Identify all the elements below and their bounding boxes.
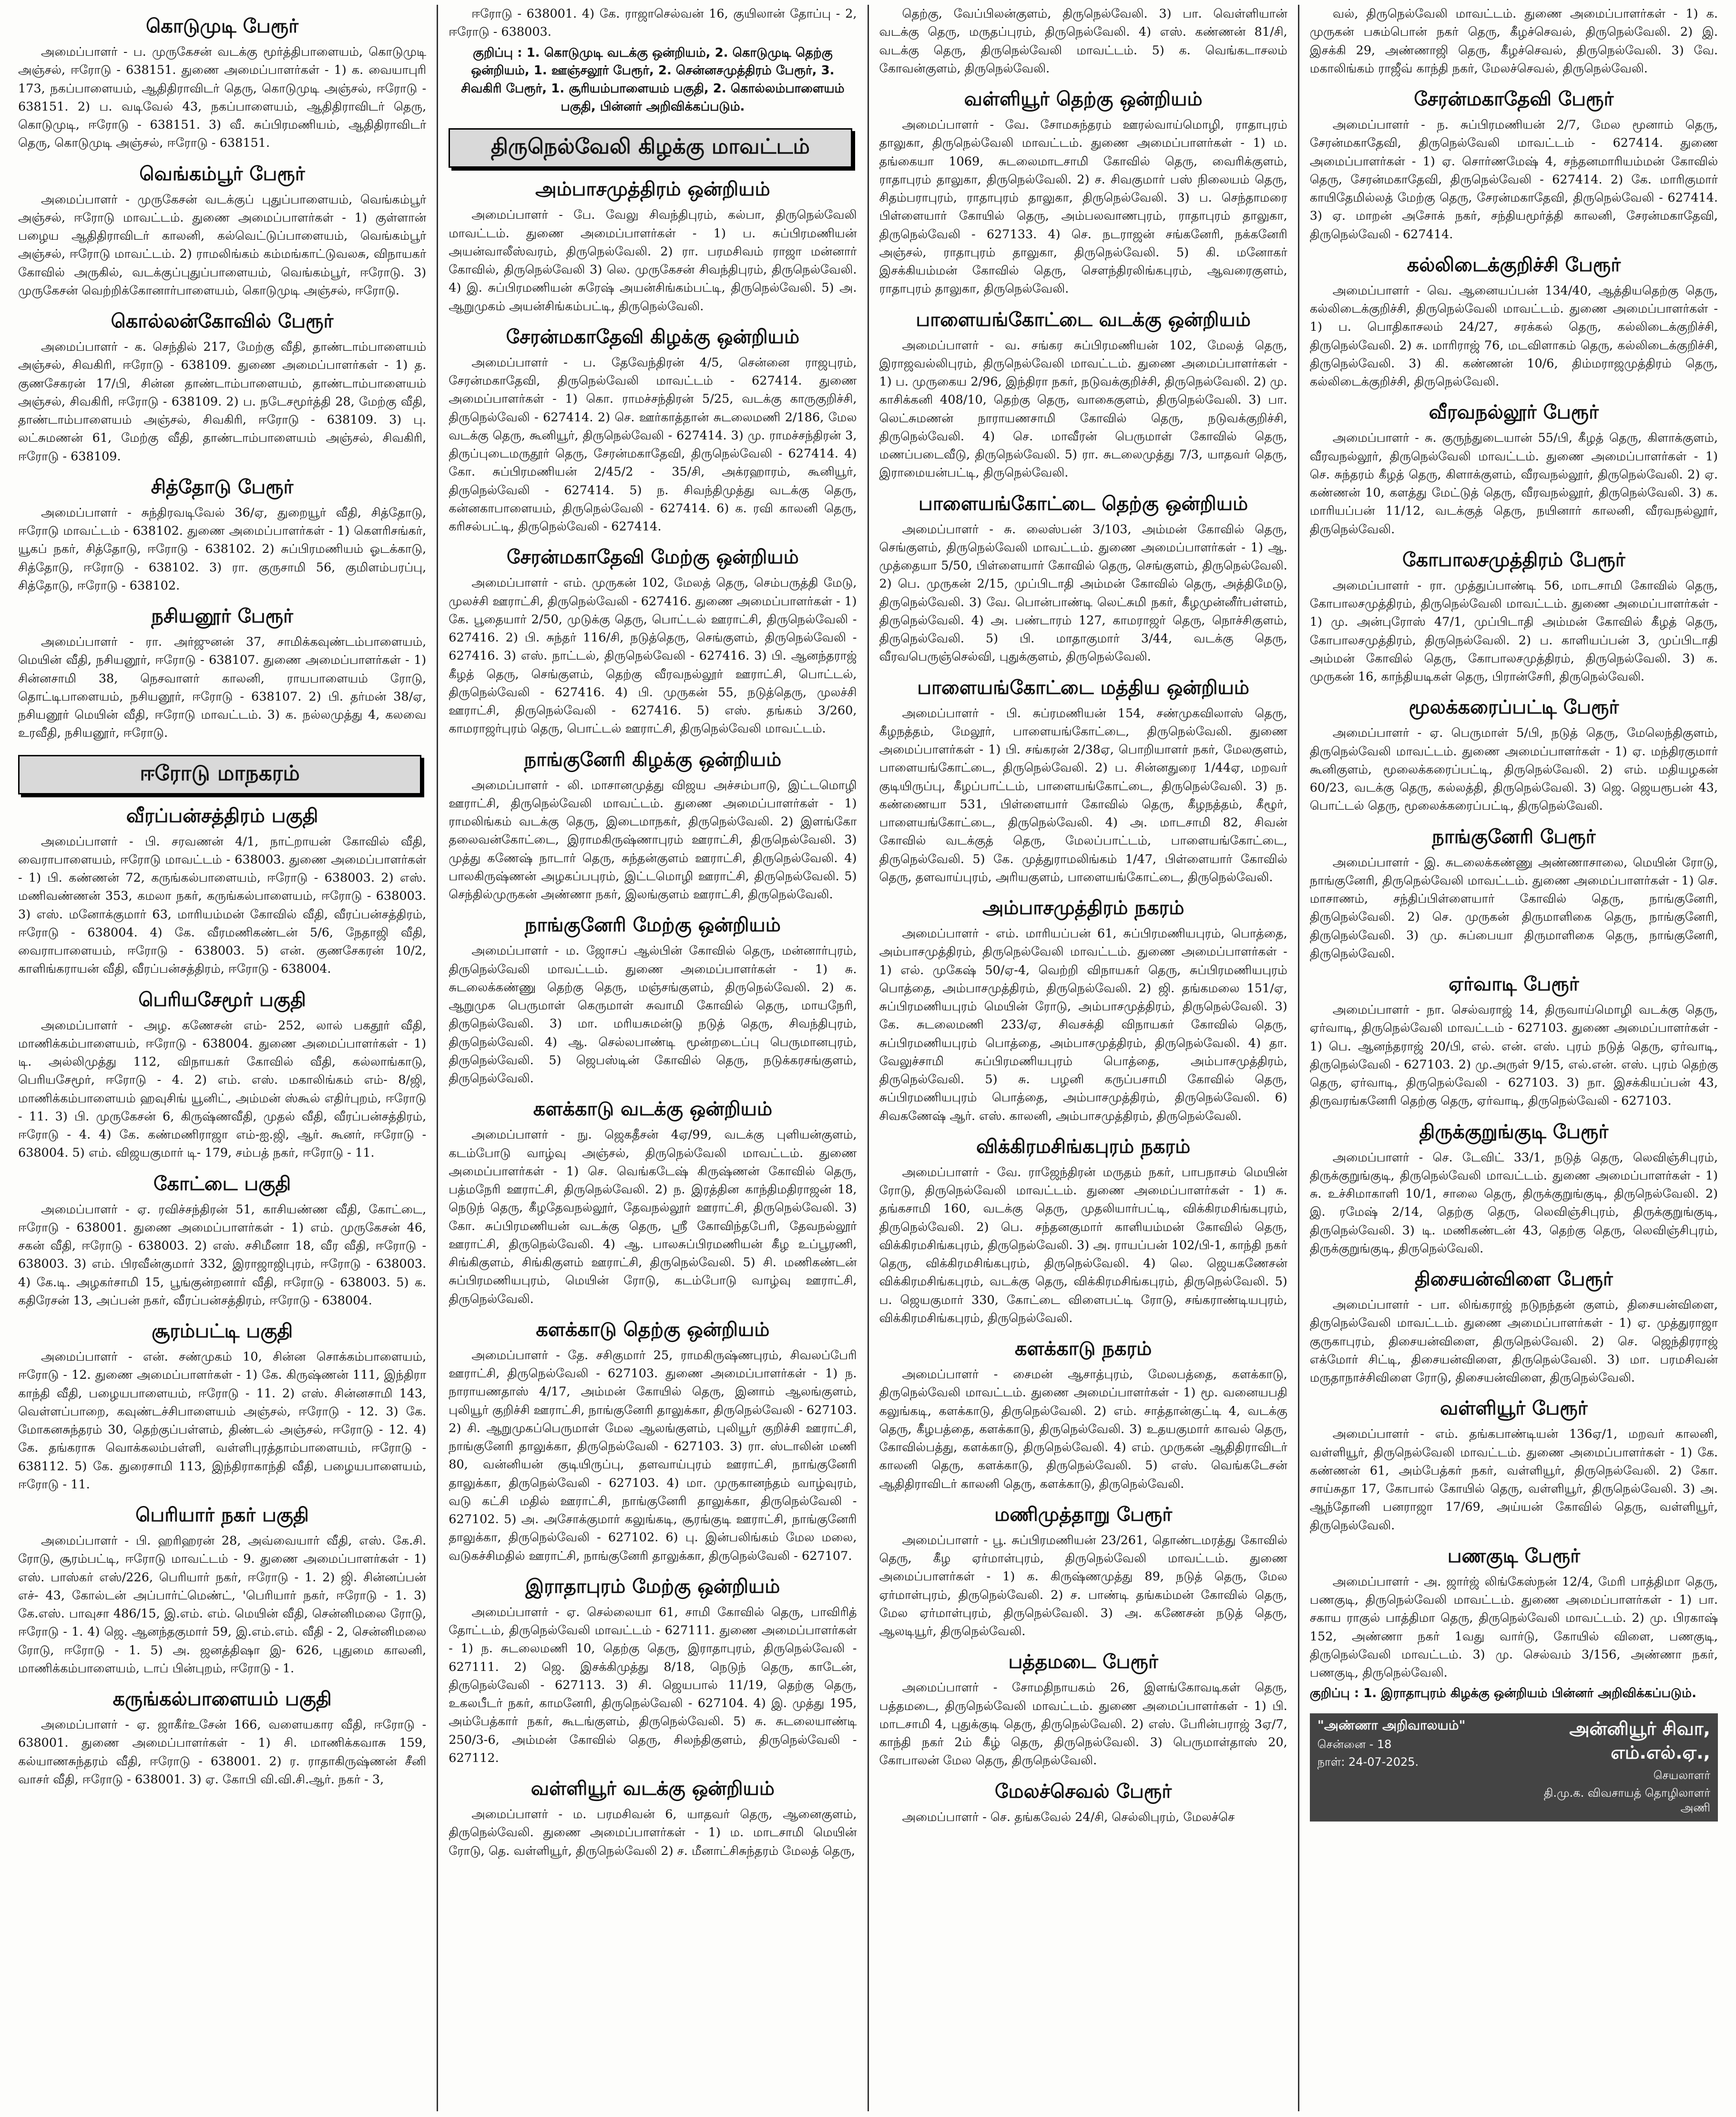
office-city: சென்னை - 18 — [1317, 1737, 1392, 1751]
appointment-text: அமைப்பாளர் - வெ. ஆனையப்பன் 134/40, ஆத்தியதெற்கு தெரு, கல்லிடைக்குறிச்சி, திருநெல்வேலி மாவட்டம். துணை அமைப்பாளர்கள் - 1) ப. பொதிகாசலம் 24/27, சரக்கல் தெரு, கல்லிடைக்குறிச்சி, திருநெல்வேலி. 2) சு. மாரிராஜ் 76, மடவிளாகம் தெரு, கல்லிடைக்குறிச்சி, திருநெல்வேலி. 3) கி. கண்ணன் 10/6, திம்மராஜமுத்திரம் தெரு, கல்லிடைக்குறிச்சி, திருநெல்வேலி. — [1309, 283, 1718, 389]
section-heading: இராதாபுரம் மேற்கு ஒன்றியம் — [525, 1575, 780, 1598]
appointment-text: அமைப்பாளர் - எம். தங்கபாண்டியன் 136ஏ/1, மறவர் காலனி, வள்ளியூர், திருநெல்வேலி மாவட்டம். துணை அமைப்பாளர்கள் - 1) கே. கண்ணன் 61, அம்பேத்கர் நகர், வள்ளியூர், திருநெல்வேலி. 2) கோ. சாய்சுதா 17, கோபால் கோயில் தெரு, வள்ளியூர், திருநெல்வேலி. 3) அ. ஆந்தோனி பனராஜா 17/69, அய்யன் கோவில் தெரு, வள்ளியூர், திருநெல்வேலி. — [1309, 1427, 1718, 1533]
section-heading: வள்ளியூர் பேரூர் — [1440, 1397, 1588, 1420]
section-heading: ஏர்வாடி பேரூர் — [1449, 973, 1579, 995]
section-heading: திசையன்விளை பேரூர் — [1414, 1268, 1613, 1290]
appointment-text: அமைப்பாளர் - எம். முருகன் 102, மேலத் தெரு, செம்பருத்தி மேடு, முலச்சி ஊராட்சி, திருநெல்வேலி - 627416. துணை அமைப்பாளர்கள் - 1) கே. பூதையார் 2/50, முடுக்கு தெரு, பொட்டல் ஊராட்சி, திருநெல்வேலி - 627416. 2) பி. சுந்தர் 116/சி, நடுத்தெரு, செங்குளம், திருநெல்வேலி - 627416. 3) எஸ். நாட்டல், திருநெல்வேலி - 627416. 3) பி. ஆனந்தராஜ் கீழத் தெரு, செங்குளம், தெற்கு வீரவநல்லூர் ஊராட்சி, பொட்டல், திருநெல்வேலி - 627416. 4) பி. முருகன் 55, நடுத்தெரு, முலச்சி ஊராட்சி, திருநெல்வேலி - 627416. 5) எஸ். தங்கம் 3/260, காமராஜர்புரம் தெரு, பொட்டல் ஊராட்சி, திருநெல்வேலி மாவட்டம். — [449, 576, 857, 736]
section-heading: நசியனூர் பேரூர் — [151, 605, 294, 627]
appointment-text: அமைப்பாளர் - என். சண்முகம் 10, சின்ன சொக்கம்பாளையம், ஈரோடு - 12. துணை அமைப்பாளர்கள் - 1) கே. கிருஷ்ணன் 111, இந்திரா காந்தி வீதி, பழையபாளையம், ஈரோடு - 11. 2) எஸ். சின்னசாமி 143, வெள்ளப்பாறை, கவுண்டச்சிபாளையம் அஞ்சல், ஈரோடு - 12. 3) கே. மோகனசுந்தரம் 30, தெற்குப்பள்ளம், திண்டல் அஞ்சல், ஈரோடு - 12. 4) கே. தங்கராசு வொக்கலம்பள்ளி, வள்ளிபுரத்தாம்பாளையம், ஈரோடு - 638112. 5) கே. துரைசாமி 113, இந்திராகாந்தி வீதி, பழையபாளையம், ஈரோடு - 11. — [18, 1350, 427, 1492]
appointment-text: அமைப்பாளர் - பே. வேலு சிவந்திபுரம், கல்பா, திருநெல்வேலி மாவட்டம். துணை அமைப்பாளர்கள் - 1) ப. சுப்பிரமணியன் அயன்வாலீஸ்வரம், திருநெல்வேலி. 2) ரா. பரமசிவம் ராஜா மன்னார் கோவில், திருநெல்வேலி 3) லெ. முருகேசன் சிவந்திபுரம், திருநெல்வேலி. 4) இ. சுப்பிரமணியன் சுரேஷ் அயன்சிங்கம்பட்டி, திருநெல்வேலி. 5) அ. ஆறுமுகம் அயன்சிங்கம்பட்டி, திருநெல்வேலி. — [449, 208, 857, 314]
section-heading: வள்ளியூர் தெற்கு ஒன்றியம் — [964, 88, 1203, 110]
section-heading: விக்கிரமசிங்கபுரம் நகரம் — [976, 1135, 1191, 1158]
signatory-name: அன்னியூர் சிவா, எம்.எல்.ஏ., — [1569, 1718, 1710, 1763]
section-heading: நாங்குனேரி பேரூர் — [1432, 825, 1596, 848]
section-heading: அம்பாசமுத்திரம் ஒன்றியம் — [535, 178, 770, 201]
section-heading: கல்லிடைக்குறிச்சி பேரூர் — [1407, 254, 1621, 276]
section-heading: மேலச்செவல் பேரூர் — [995, 1780, 1172, 1802]
appointment-text: அமைப்பாளர் - ஏ. பெருமாள் 5/பி, நடுத் தெரு, மேலெந்திகுளம், திருநெல்வேலி மாவட்டம். துணை அமைப்பாளர்கள் - 1) ஏ. மந்திரகுமார் கூனிகுளம், மூலைக்கரைப்பட்டி, திருநெல்வேலி. 2) எம். மதியழகன் 60/23, வடக்கு தெரு, கல்லத்தி, திருநெல்வேலி. 3) ஜெ. ஜெயரூபன் 43, பொட்டல் தெரு, மூலைக்கரைப்பட்டி, திருநெல்வேலி. — [1309, 726, 1718, 814]
section-heading: சேரன்மகாதேவி கிழக்கு ஒன்றியம் — [506, 326, 800, 348]
appointment-text: அமைப்பாளர் - ஏ. ரவிச்சந்திரன் 51, காசியண்ண வீதி, கோட்டை, ஈரோடு - 638001. துணை அமைப்பாளர்கள் - 1) எம். முருகேசன் 46, சகன் வீதி, ஈரோடு - 638003. 2) எஸ். சசிமீனா 18, வீர வீதி, ஈரோடு - 638003. 3) எம். பிரவீன்குமார் 332, இராஜாஜிபுரம், ஈரோடு - 638003. 4) கே.டி. அழகர்சாமி 15, பூங்குன்றனார் வீதி, ஈரோடு - 638003. 5) க. கதிரேசன் 13, அப்பன் நகர், வீரப்பன்சத்திரம், ஈரோடு - 638004. — [18, 1202, 427, 1308]
section-heading: சேரன்மகாதேவி பேரூர் — [1414, 88, 1614, 110]
appointment-text: அமைப்பாளர் - வே. ராஜேந்திரன் மருதம் நகர், பாபநாசம் மெயின் ரோடு, திருநெல்வேலி மாவட்டம். துணை அமைப்பாளர்கள் - 1) சு. தங்கசாமி 160, வடக்கு தெரு, முதலியார்பட்டி, விக்கிரமசிங்கபுரம், திருநெல்வேலி. 2) பெ. சந்தனகுமார் காளியம்மன் கோவில் தெரு, விக்கிரமசிங்கபுரம், திருநெல்வேலி. 3) அ. ராயப்பன் 102/பி-1, காந்தி நகர் தெரு, விக்கிரமசிங்கபுரம், திருநெல்வேலி. 4) லெ. ஜெயகணேசன் விக்கிரமசிங்கபுரம், வடக்கு தெரு, விக்கிரமசிங்கபுரம், திருநெல்வேலி. 5) ப. ஜெயகுமார் 330, கோட்டை விளைபட்டி ரோடு, சங்கராண்டியபுரம், விக்கிரமசிங்கபுரம், திருநெல்வேலி. — [879, 1165, 1287, 1325]
note-text: குறிப்பு : 1. கொடுமுடி வடக்கு ஒன்றியம், 2. கொடுமுடி தெற்கு ஒன்றியம், 1. ஊஞ்சலூர் பேரூர், 2. சென்னசமுத்திரம் பேரூர், 3. சிவகிரி பேரூர், 1. சூரியம்பாளையம் பகுதி, 2. கொல்லம்பாளையம் பகுதி, பின்னர் அறிவிக்கப்படும். — [461, 45, 845, 114]
appointment-text: அமைப்பாளர் - ப. முருகேசன் வடக்கு மூர்த்திபாளையம், கொடுமுடி அஞ்சல், ஈரோடு - 638151. துணை அமைப்பாளர்கள் - 1) க. வையாபுரி 173, நகப்பாளையம், ஆதிதிராவிடர் தெரு, கொடுமுடி அஞ்சல், ஈரோடு - 638151. 2) ப. வடிவேல் 43, நகப்பாளையம், ஆதிதிராவிடர் தெரு, கொடுமுடி, ஈரோடு - 638151. 3) வீ. சுப்பிரமணியம், ஆதிதிராவிடர் தெரு, கொடுமுடி அஞ்சல், ஈரோடு - 638151. — [18, 45, 427, 151]
appointment-text: அமைப்பாளர் - ந. சுப்பிரமணியன் 2/7, மேல மூனாம் தெரு, சேரன்மகாதேவி, திருநெல்வேலி மாவட்டம் - 627414. துணை அமைப்பாளர்கள் - 1) ஏ. சொர்ணமேஷ் 4, சந்தனமாரியம்மன் கோவில் தெரு, சேரன்மகாதேவி, திருநெல்வேலி - 627414. 2) கே. மாரிகுமார் காயிதேமில்லத் மேற்கு தெரு, சேரன்மகாதேவி, திருநெல்வேலி - 627414. 3) ஏ. மாறன் அசோக் நகர், சந்தியமூர்த்தி காலனி, சேரன்மகாதேவி, திருநெல்வேலி - 627414. — [1309, 118, 1718, 242]
appointment-text: அமைப்பாளர் - நு. ஜெகதீசன் 4ஏ/99, வடக்கு புளியன்குளம், கடம்போடு வாழ்வு அஞ்சல், திருநெல்வேலி மாவட்டம். துணை அமைப்பாளர்கள் - 1) செ. வெங்கடேஷ் கிருஷ்ணன் கோவில் தெரு, பத்மநேரி ஊராட்சி, திருநெல்வேலி. 2) ந. இரத்தின காந்திமதிராஜன் 18, நெடுந் தெரு, கீழதேவநல்லூர், தேவநல்லூர் ஊராட்சி, திருநெல்வேலி. 3) கோ. சுப்பிரமணியன் வடக்கு தெரு, ஸ்ரீ கோவிந்தபேரி, தேவநல்லூர் ஊராட்சி, திருநெல்வேலி. 4) ஆ. பாலசுப்பிரமணியன் கீழ உப்பூரணி, சிங்கிகுளம், சிங்கிகுளம் ஊராட்சி, திருநெல்வேலி. 5) சி. மணிகண்டன் சுப்பிரமணியபுரம், மெயின் ரோடு, கடம்போடு வாழ்வு ஊராட்சி, திருநெல்வேலி. — [449, 1128, 857, 1306]
appointment-text: அமைப்பாளர் - சுந்திரவடிவேல் 36/ஏ, துறையூர் வீதி, சித்தோடு, ஈரோடு மாவட்டம் - 638102. துணை அமைப்பாளர்கள் - 1) கௌரிசங்கர், யூகப் நகர், சித்தோடு, ஈரோடு - 638102. 2) சுப்பிரமணியம் ஓடக்காடு, சித்தோடு, ஈரோடு - 638102. 3) ரா. குருசாமி 56, குமிளம்பரப்பு, சித்தோடு, ஈரோடு - 638102. — [18, 505, 427, 593]
section-heading: களக்காடு நகரம் — [1014, 1338, 1152, 1360]
district-banner: திருநெல்வேலி கிழக்கு மாவட்டம் — [449, 128, 852, 168]
appointment-text: அமைப்பாளர் - பி. சரவணன் 4/1, நாட்றாயன் கோவில் வீதி, வைராபாளையம், ஈரோடு மாவட்டம் - 638003. துணை அமைப்பாளர்கள் - 1) பி. கண்ணன் 72, கருங்கல்பாளையம், ஈரோடு - 638003. 2) எஸ். மணிவண்ணன் 353, கமலா நகர், கருங்கல்பாளையம், ஈரோடு - 638003. 3) எஸ். மனோக்குமார் 63, மாரியம்மன் கோவில் வீதி, வீரப்பன்சத்திரம், ஈரோடு - 638004. 4) கே. வீரமணிகண்டன் 5/6, நேதாஜி வீதி, வைராபாளையம், ஈரோடு - 638003. 5) என். குணசேகரன் 10/2, காளிங்கராயன் வீதி, வீரப்பன்சத்திரம், ஈரோடு - 638004. — [18, 834, 427, 977]
section-heading: சேரன்மகாதேவி மேற்கு ஒன்றியம் — [506, 546, 799, 569]
column-2 — [438, 5, 868, 2111]
appointment-text: அமைப்பாளர் - ஏ. செல்லையா 61, சாமி கோவில் தெரு, பாவிரித் தோட்டம், திருநெல்வேலி மாவட்டம் - 627111. துணை அமைப்பாளர்கள் - 1) ந. சுடலைமணி 10, தெற்கு தெரு, இராதாபுரம், திருநெல்வேலி - 627111. 2) ஜெ. இசக்கிமுத்து 8/18, நெடுந் தெரு, காடேன், திருநெல்வேலி - 627113. 3) சி. ஜெயபால் 11/19, தெற்கு தெரு, உகலபீடர் நகர், காமனேரி, திருநெல்வேலி - 627104. 4) இ. முத்து 195, அம்பேத்கார் நகர், கூடங்குளம், திருநெல்வேலி. 5) சு. சுடலையாண்டி 250/3-6, அம்மன் கோவில் தெரு, சிலந்திகுளம், திருநெல்வேலி - 627112. — [449, 1605, 857, 1765]
signature-box — [1310, 1713, 1718, 1822]
appointment-text: அமைப்பாளர் - ரா. அர்ஜுனன் 37, சாமிக்கவுண்டம்பாளையம், மெயின் வீதி, நசியனூர், ஈரோடு - 638107. துணை அமைப்பாளர்கள் - 1) சின்னசாமி 38, நெசவாளர் காலனி, ராயபாளையம் ரோடு, தொட்டிபாளையம், நசியனூர், ஈரோடு - 638107. 2) பி. தர்மன் 38/ஏ, நசியனூர் மெயின் வீதி, ஈரோடு மாவட்டம். 3) க. நல்லமுத்து 4, கலவை உரவீதி, நசியனூர், ஈரோடு. — [18, 635, 427, 741]
appointment-text: அமைப்பாளர் - பா. லிங்கராஜ் நடுநந்தன் குளம், திசையன்விளை, திருநெல்வேலி மாவட்டம். துணை அமைப்பாளர்கள் - 1) ஏ. முத்துராஜா குருகாபுரம், திசையன்விளை, திருநெல்வேலி. 2) செ. ஜெந்திரராஜ் எக்மோர் சிட்டி, திசையன்விளை, திருநெல்வேலி. 3) மா. பரமசிவன் மருதாநாச்சிவிளை ரோடு, திசையன்விளை, திருநெல்வேலி. — [1309, 1298, 1718, 1385]
section-heading: வள்ளியூர் வடக்கு ஒன்றியம் — [531, 1778, 775, 1800]
appointment-text: அமைப்பாளர் - பி. ஹரிஹரன் 28, அவ்வையார் வீதி, எஸ். கே.சி. ரோடு, சூரம்பட்டி, ஈரோடு மாவட்டம் - 9. துணை அமைப்பாளர்கள் - 1) எஸ். பாஸ்கர் எஸ்/226, பெரியார் நகர், ஈரோடு - 1. 2) ஜி. சின்னப்பன் எச்- 43, கோல்டன் அப்பார்ட்மெண்ட், 'பெரியார் நகர், ஈரோடு - 1. 3) கே.எஸ். பாவுசா 486/15, இ.எம். எம். மெயின் வீதி, சென்னிமலை ரோடு, ஈரோடு - 1. 4) ஜெ. ஆனந்தகுமார் 59, இ.எம்.எம். வீதி - 2, சென்னிமலை ரோடு, ஈரோடு - 1. 5) அ. ஜனத்திஷா இ- 626, புதுமை காலனி, மாணிக்கம்பாளையம், டாப் பின்புறம், ஈரோடு - 1. — [18, 1534, 427, 1676]
section-heading: கொடுமுடி பேரூர் — [146, 15, 299, 37]
section-heading: மூலக்கரைப்பட்டி பேரூர் — [1409, 696, 1619, 719]
appointment-text: தெற்கு, வேப்பிலன்குளம், திருநெல்வேலி. 3) பா. வெள்ளியான் வடக்கு தெரு, மருதப்புரம், திருநெல்வேலி. 4) எஸ். கண்ணன் 81/சி, வடக்கு தெரு, திருநெல்வேலி மாவட்டம். 5) க. வெங்கடாசலம் கோவன்குளம், திருநெல்வேலி. — [879, 7, 1287, 76]
section-heading: பெரியார் நகர் பகுதி — [135, 1504, 309, 1526]
appointment-text: அமைப்பாளர் - முருகேசன் வடக்குப் புதுப்பாளையம், வெங்கம்பூர் அஞ்சல், ஈரோடு மாவட்டம். துணை அமைப்பாளர்கள் - 1) குள்ளான் பழைய ஆதிதிராவிடர் காலனி, கல்வெட்டுப்பாளையம், வெங்கம்பூர் அஞ்சல், ஈரோடு மாவட்டம். 2) ராமலிங்கம் கம்மங்காட்டுவலசு, விநாயகர் கோவில் அருகில், வடக்குப்புதுப்பாளையம், வெங்கம்பூர், ஈரோடு. 3) முருகேசன் வெற்றிக்கோனார்பாளையம், கொடுமுடி அஞ்சல், ஈரோடு. — [18, 192, 427, 298]
section-heading: பாளையங்கோட்டை தெற்கு ஒன்றியம் — [919, 492, 1248, 515]
appointment-text: ஈரோடு - 638001. 4) கே. ராஜாசெல்வன் 16, குயிலான் தோப்பு - 2, ஈரோடு - 638003. — [449, 7, 857, 40]
appointment-text: வல், திருநெல்வேலி மாவட்டம். துணை அமைப்பாளர்கள் - 1) க. முருகன் பசும்பொன் நகர் தெரு, கீழச்செவல், திருநெல்வேலி. 2) இ. இசக்கி 29, அண்ணாஜி தெரு, கீழச்செவல், திருநெல்வேலி. 3) வே. மகாலிங்கம் ராஜீவ் காந்தி நகர், மேலச்செவல், திருநெல்வேலி. — [1309, 7, 1718, 76]
column-4 — [1299, 5, 1728, 2111]
section-heading: களக்காடு தெற்கு ஒன்றியம் — [536, 1318, 770, 1341]
appointment-text: அமைப்பாளர் - ம. பரமசிவன் 6, யாதவர் தெரு, ஆனைகுளம், திருநெல்வேலி. துணை அமைப்பாளர்கள் - 1) ம. மாடசாமி மெயின் ரோடு, தெ. வள்ளியூர், திருநெல்வேலி 2) ச. மீனாட்சிசுந்தரம் மேலத் தெரு, — [449, 1807, 857, 1858]
appointment-text: அமைப்பாளர் - சு. குருந்துடையான் 55/பி, கீழத் தெரு, கிளாக்குளம், வீரவநல்லூர், திருநெல்வேலி மாவட்டம். துணை அமைப்பாளர்கள் - 1) செ. சுந்தரம் கீழத் தெரு, கிளாக்குளம், வீரவநல்லூர், திருநெல்வேலி. 2) ஏ. கண்ணன் 10, களத்து மேட்டுத் தெரு, வீரவநல்லூர், திருநெல்வேலி. 3) க. மாரியப்பன் 11/12, வடக்குத் தெரு, நயினார் காலனி, வீரவநல்லூர், திருநெல்வேலி. — [1309, 431, 1718, 537]
section-heading: பெரியசேமூர் பகுதி — [138, 988, 306, 1011]
appointment-text: அமைப்பாளர் - பூ. சுப்பிரமணியன் 23/261, தொண்டமரத்து கோவில் தெரு, கீழ ஏர்மாள்புரம், திருநெல்வேலி மாவட்டம். துணை அமைப்பாளர்கள் - 1) க. கிருஷ்ணமுத்து 89, நடுத் தெரு, மேல ஏர்மாள்புரம், திருநெல்வேலி. 2) ச. பாண்டி தங்கம்மன் கோவில் தெரு, மேல ஏர்மாள்புரம், திருநெல்வேலி. 3) அ. கணேசன் நடுத் தெரு, ஆலடியூர், திருநெல்வேலி. — [879, 1533, 1287, 1639]
signature-right — [1514, 1718, 1710, 1816]
appointment-text: அமைப்பாளர் - ப. தேவேந்திரன் 4/5, சென்னை ராஜபுரம், சேரன்மகாதேவி, திருநெல்வேலி மாவட்டம் - 627414. துணை அமைப்பாளர்கள் - 1) கொ. ராமச்சந்திரன் 5/25, வடக்கு காருகுறிச்சி, திருநெல்வேலி - 627414. 2) செ. ஊர்காத்தான் சுடலைமணி 2/186, மேல வடக்கு தெரு, கூனியூர், திருநெல்வேலி - 627414. 3) மு. ராமச்சந்திரன் 3, திருப்புடைமருதூர் தெரு, சேரன்மகாதேவி, திருநெல்வேலி - 627414. 4) கோ. சுப்பிரமணியன் 2/45/2 - 35/சி, அக்ரஹாரம், கூனியூர், திருநெல்வேலி - 627414. 5) ந. சிவந்திமுத்து வடக்கு தெரு, கன்னகாபாளையம், திருநெல்வேலி - 627414. 6) க. ரவி காலனி தெரு, கரிசல்பட்டி, திருநெல்வேலி - 627414. — [449, 355, 857, 534]
signatory-title: செயலாளர் — [1653, 1768, 1710, 1782]
section-heading: திருக்குறுங்குடி பேரூர் — [1419, 1120, 1609, 1143]
appointment-text: அமைப்பாளர் - ஏ. ஜாகீர்உசேன் 166, வளையகார வீதி, ஈரோடு - 638001. துணை அமைப்பாளர்கள் - 1) சி. மாணிக்கவாசு 159, கல்யாணசுந்தரம் வீதி, ஈரோடு - 638001. 2) ர. ராதாகிருஷ்ணன் சீனி வாசர் வீதி, ஈரோடு - 638001. 3) ஏ. கோபி வி.வி.சி.ஆர். நகர் - 3, — [18, 1718, 427, 1787]
section-heading: மணிமுத்தாறு பேரூர் — [994, 1503, 1173, 1526]
appointment-text: அமைப்பாளர் - சோமதிநாயகம் 26, இளங்கோவடிகள் தெரு, பத்தமடை, திருநெல்வேலி மாவட்டம். துணை அமைப்பாளர்கள் - 1) பி. மாடசாமி 4, புதுக்குடி தெரு, திருநெல்வேலி. 2) எஸ். பேரின்பராஜ் 3ஏ/7, காந்தி நகர் 2ம் கீழ் தெரு, திருநெல்வேலி. 3) பெருமாள்தாஸ் 20, கோபாலன் மேல தெரு, திருநெல்வேலி. — [879, 1680, 1287, 1768]
appointment-text: அமைப்பாளர் - க. செந்தில் 217, மேற்கு வீதி, தாண்டாம்பாளையம் அஞ்சல், சிவகிரி, ஈரோடு - 638109. துணை அமைப்பாளர்கள் - 1) த. குணசேகரன் 17/பி, சின்ன தாண்டாம்பாளையம், தாண்டாம்பாளையம் அஞ்சல், சிவகிரி, ஈரோடு - 638109. 2) ப. நடேசமூர்த்தி 28, மேற்கு வீதி, தாண்டாம்பாளையம் அஞ்சல், சிவகிரி, ஈரோடு - 638109. 3) பு. லட்சுமணன் 61, மேற்கு வீதி, தாண்டாம்பாளையம் அஞ்சல், சிவகிரி, ஈரோடு - 638109. — [18, 340, 427, 464]
signature-left — [1317, 1718, 1514, 1816]
section-heading: நாங்குனேரி கிழக்கு ஒன்றியம் — [524, 748, 782, 771]
appointment-text: அமைப்பாளர் - இ. சுடலைக்கண்ணு அண்ணாசாலை, மெயின் ரோடு, நாங்குனேரி, திருநெல்வேலி மாவட்டம். துணை அமைப்பாளர்கள் - 1) செ. மாசாணம், சந்திப்பிள்ளையார் கோவில் தெரு, நாங்குனேரி, திருநெல்வேலி. 2) செ. முருகன் திருமாளிகை தெரு, நாங்குனேரி, திருநெல்வேலி. 3) மு. சுப்பையா திருமாளிகை தெரு, நாங்குனேரி, திருநெல்வேலி. — [1309, 855, 1718, 961]
section-heading: பாளையங்கோட்டை வடக்கு ஒன்றியம் — [916, 308, 1251, 331]
section-heading: சித்தோடு பேரூர் — [151, 476, 294, 498]
column-4-blocks — [1310, 5, 1718, 1703]
section-heading: பாளையங்கோட்டை மத்திய ஒன்றியம் — [917, 676, 1249, 699]
section-heading: பணகுடி பேரூர் — [1447, 1545, 1581, 1567]
section-heading: பத்தமடை பேரூர் — [1008, 1651, 1158, 1673]
note-text: குறிப்பு : 1. இராதாபுரம் கிழக்கு ஒன்றியம் பின்னர் அறிவிக்கப்படும். — [1309, 1686, 1696, 1701]
section-heading: கோபாலசமுத்திரம் பேரூர் — [1402, 549, 1625, 571]
appointment-text: அமைப்பாளர் - வே. சோமசுந்தரம் ஊரல்வாய்மொழி, ராதாபுரம் தாலுகா, திருநெல்வேலி மாவட்டம். துணை அமைப்பாளர்கள் - 1) ம. தங்கையா 1069, சுடலைமாடசாமி கோவில் தெரு, வைரிக்குளம், ராதாபுரம் தாலுகா, திருநெல்வேலி. 2) ச. சிவகுமார் பஸ் நிலையம் தெரு, சிதம்பராபுரம், ராதாபுரம் தாலுகா, திருநெல்வேலி. 3) ப. செந்தாமரை பிள்ளையார் கோயில் தெரு, அம்பலவாணபுரம், ராதாபுரம் தாலுகா, திருநெல்வேலி - 627133. 4) செ. நடராஜன் சங்கனேரி, நக்கனேரி அஞ்சல், ராதாபுரம் தாலுகா, திருநெல்வேலி. 5) கி. மனோகர் இசக்கியம்மன் கோவில் தெரு, சௌந்திரலிங்கபுரம், ஆவரைகுளம், ராதாபுரம் தாலுகா, திருநெல்வேலி. — [879, 118, 1287, 296]
appointment-text: அமைப்பாளர் - செ. டேவிட் 33/1, நடுத் தெரு, லெவிஞ்சிபுரம், திருக்குறுங்குடி, திருநெல்வேலி மாவட்டம். துணை அமைப்பாளர்கள் - 1) சு. உச்சிமாகாளி 10/1, சாலை தெரு, திருக்குறுங்குடி, திருநெல்வேலி. 2) இ. ரமேஷ் 2/14, தெற்கு தெரு, லெவிஞ்சிபுரம், திருக்குறுங்குடி, திருநெல்வேலி. 3) டி. மணிகண்டன் 43, தெற்கு தெரு, லெவிஞ்சிபுரம், திருக்குறுங்குடி, திருநெல்வேலி. — [1309, 1150, 1718, 1256]
appointment-text: அமைப்பாளர் - எம். மாரியப்பன் 61, சுப்பிரமணியபுரம், பொத்தை, அம்பாசமுத்திரம், திருநெல்வேலி மாவட்டம். துணை அமைப்பாளர்கள் - 1) எல். முகேஷ் 50/ஏ-4, வெற்றி விநாயகர் தெரு, சுப்பிரமணியபுரம் பொத்தை, அம்பாசமுத்திரம், திருநெல்வேலி. 2) ஜி. தங்கமலை 151/ஏ, சுப்பிரமணியபுரம் மெயின் ரோடு, அம்பாசமுத்திரம், திருநெல்வேலி. 3) கே. சுடலைமணி 233/ஏ, சிவசக்தி விநாயகர் கோவில் தெரு, சுப்பிரமணியபுரம் பொத்தை, அம்பாசமுத்திரம், திருநெல்வேலி. 4) தா. வேலுச்சாமி சுப்பிரமணியபுரம் பொத்தை, அம்பாசமுத்திரம், திருநெல்வேலி. 5) சு. பழனி கருப்பசாமி கோவில் தெரு, சுப்பிரமணியபுரம் பொத்தை, அம்பாசமுத்திரம், திருநெல்வேலி. 6) சிவகணேஷ் ஆர். எஸ். காலனி, அம்பாசமுத்திரம், திருநெல்வேலி. — [879, 926, 1287, 1123]
appointment-text: அமைப்பாளர் - லி. மாசானமுத்து விஜய அச்சம்பாடு, இட்டமொழி ஊராட்சி, திருநெல்வேலி மாவட்டம். துணை அமைப்பாளர்கள் - 1) ராமலிங்கம் வடக்கு தெரு, இடைமாநகர், திருநெல்வேலி. 2) இளங்கோ தலைவன்கோட்டை, இராமகிருஷ்ணாபுரம் ஊராட்சி, திருநெல்வேலி. 3) முத்து கணேஷ் நாடார் தெரு, சுந்தன்குளம் ஊராட்சி, திருநெல்வேலி. 4) பாலகிருஷ்ணன் அழகப்பபுரம், இட்டமொழி ஊராட்சி, திருநெல்வேலி. 5) செந்தில்முருகன் அண்ணா நகர், இலங்குளம் ஊராட்சி, திருநெல்வேலி. — [449, 778, 857, 902]
appointment-text: அமைப்பாளர் - அழ. கணேசன் எம்- 252, லால் பகதூர் வீதி, மாணிக்கம்பாளையம், ஈரோடு - 638004. துணை அமைப்பாளர்கள் - 1) டி. அல்லிமுத்து 112, விநாயகர் கோவில் வீதி, கல்லாங்காடு, பெரியசேமூர், ஈரோடு - 4. 2) எம். எஸ். மகாலிங்கம் எம்- 8/ஜி, மாணிக்கம்பாளையம் ஹவுசிங் யூனிட், அம்மன் ஸ்கூல் எதிர்புறம், ஈரோடு - 11. 3) பி. முருகேசன் 6, கிருஷ்ணவீதி, முதல் வீதி, வீரப்பன்சத்திரம், ஈரோடு - 4. 4) கே. கண்மணிராஜா எம்-ஐ.ஜி, ஆர். கூனர், ஈரோடு - 638004. 5) எம். விஜயகுமார் டி- 179, சம்பத் நகர், ஈரோடு - 11. — [18, 1018, 427, 1160]
column-3 — [869, 5, 1299, 2111]
section-heading: கோட்டை பகுதி — [153, 1172, 291, 1195]
notice-date: நாள்: 24-07-2025. — [1317, 1755, 1419, 1769]
district-banner: ஈரோடு மாநகரம் — [18, 755, 421, 794]
appointment-text: அமைப்பாளர் - அ. ஜார்ஜ் லிங்கேஸ்நன் 12/4, மேரி பாத்திமா தெரு, பணகுடி, திருநெல்வேலி மாவட்டம். துணை அமைப்பாளர்கள் - 1) பா. சகாய ராகுல் பாத்திமா தெரு, திருநெல்வேலி மாவட்டம். 2) மு. பிரகாஷ் 152, அண்ணா நகர் 1வது வார்டு, கோயில் விளை, பணகுடி, திருநெல்வேலி மாவட்டம். 3) மு. செல்வம் 3/156, அண்ணா நகர், பணகுடி, திருநெல்வேலி. — [1309, 1574, 1718, 1680]
column-1 — [8, 5, 438, 2111]
signatory-org: தி.மு.க. விவசாயத் தொழிலாளர் அணி — [1543, 1786, 1710, 1814]
appointment-text: அமைப்பாளர் - வ. சங்கர சுப்பிரமணியன் 102, மேலத் தெரு, இராஜவல்லிபுரம், திருநெல்வேலி மாவட்டம். துணை அமைப்பாளர்கள் - 1) ப. முருகைய 2/96, இந்திரா நகர், நடுவக்குறிச்சி, திருநெல்வேலி. 2) மு. காசிக்கனி 408/10, தெற்கு தெரு, வாகைகுளம், திருநெல்வேலி. 3) பா. லெட்சுமணன் நாராயணசாமி கோவில் தெரு, நடுவக்குறிச்சி, திருநெல்வேலி. 4) செ. மாவீரன் பெருமாள் கோவில் தெரு, மணப்படைவீடு, திருநெல்வேலி. 5) ரா. சுடலைமுத்து 7/3, யாதவர் தெரு, இராமையன்பட்டி, திருநெல்வேலி. — [879, 338, 1287, 480]
section-heading: வீரப்பன்சத்திரம் பகுதி — [126, 804, 318, 827]
section-heading: வீரவநல்லூர் பேரூர் — [1429, 401, 1599, 424]
office-name: "அண்ணா அறிவாலயம்" — [1317, 1718, 1466, 1733]
section-heading: களக்காடு வடக்கு ஒன்றியம் — [533, 1098, 773, 1120]
section-heading: வெங்கம்பூர் பேரூர் — [139, 163, 305, 185]
section-heading: கொல்லன்கோவில் பேரூர் — [111, 310, 334, 332]
appointment-text: அமைப்பாளர் - ம. ஜோசப் ஆல்பின் கோவில் தெரு, மன்னார்புரம், திருநெல்வேலி மாவட்டம். துணை அமைப்பாளர்கள் - 1) சு. சுடலைக்கண்ணு தெற்கு தெரு, மஞ்சங்குளம், திருநெல்வேலி. 2) க. ஆறுமுக பெருமாள் கெருமாள் சுவாமி கோவில் தெரு, மாயநேரி, திருநெல்வேலி. 3) மா. மரியசுமன்டு நடுத் தெரு, சிவந்திபுரம், திருநெல்வேலி. 4) ஆ. செல்லபாண்டி மூன்றடைப்பு பெருமானபுரம், திருநெல்வேலி. 5) ஜெபஸ்டின் கோவில் தெரு, நடுக்கரசங்குளம், திருநெல்வேலி. — [449, 944, 857, 1086]
appointment-text: அமைப்பாளர் - செ. தங்கவேல் 24/சி, செல்லிபுரம், மேலச்செ — [902, 1810, 1235, 1824]
appointment-text: அமைப்பாளர் - பி. சுப்ரமணியன் 154, சண்முகவிலாஸ் தெரு, கீழநத்தம், மேலூர், பாளையங்கோட்டை, திருநெல்வேலி. துணை அமைப்பாளர்கள் - 1) பி. சங்கரன் 2/38ஏ, பொறியாளர் நகர், மேலகுளம், பாளையங்கோட்டை, திருநெல்வேலி. 2) ப. சின்னதுரை 1/44ஏ, மறவர் குடியிருப்பு, கீழப்பாட்டம், பாளையங்கோட்டை, திருநெல்வேலி. 3) ந. கண்ணையா 531, பிள்ளையார் கோவில் தெரு, கீழநத்தம், கீழூர், பாளையங்கோட்டை, திருநெல்வேலி. 4) அ. மாடசாமி 82, சிவன் கோவில் வடக்குத் தெரு, மேலப்பாட்டம், பாளையங்கோட்டை, திருநெல்வேலி. 5) கே. முத்துராமலிங்கம் 1/47, பிள்ளையார் கோவில் தெரு, தளவாய்புரம், அரியகுளம், பாளையங்கோட்டை, திருநெல்வேலி. — [879, 706, 1287, 885]
appointment-text: அமைப்பாளர் - சு. லைஸ்பன் 3/103, அம்மன் கோவில் தெரு, செங்குளம், திருநெல்வேலி மாவட்டம். துணை அமைப்பாளர்கள் - 1) ஆ. முத்தையா 5/50, பிள்ளையார் கோவில் தெரு, செங்குளம், திருநெல்வேலி. 2) பெ. முருகன் 2/15, முப்பிடாதி அம்மன் கோவில் தெரு, அத்திமேடு, திருநெல்வேலி. 3) வே. பொன்பாண்டி லெட்சுமி நகர், கீழமுன்னீர்பள்ளம், திருநெல்வேலி. 4) அ. பண்டாரம் 127, காமராஜர் தெரு, நொச்சிகுளம், திருநெல்வேலி. 5) பி. மாதாகுமார் 3/44, வடக்கு தெரு, வீரவபெருஞ்செல்வி, புதுக்குளம், திருநெல்வேலி. — [879, 522, 1287, 664]
section-heading: கருங்கல்பாளையம் பகுதி — [112, 1688, 332, 1710]
appointment-text: அமைப்பாளர் - ரா. முத்துப்பாண்டி 56, மாடசாமி கோவில் தெரு, கோபாலசமுத்திரம், திருநெல்வேலி மாவட்டம். துணை அமைப்பாளர்கள் - 1) மு. அன்புரோஸ் 47/1, முப்பிடாதி அம்மன் கோவில் கீழத் தெரு, கோபாலசமுத்திரம், திருநெல்வேலி. 2) ப. காளியப்பன் 3, முப்பிடாதி அம்மன் கோவில் தெரு, கோபாலசமுத்திரம், திருநெல்வேலி. 3) க. முருகன் 16, காந்தியடிகள் தெரு, பிரான்சேரி, திருநெல்வேலி. — [1309, 578, 1718, 684]
section-heading: அம்பாசமுத்திரம் நகரம் — [982, 897, 1185, 919]
section-heading: நாங்குனேரி மேற்கு ஒன்றியம் — [524, 914, 781, 936]
appointment-text: அமைப்பாளர் - தே. சசிகுமார் 25, ராமகிருஷ்ணபுரம், சிவலப்பேரி ஊராட்சி, திருநெல்வேலி - 627103. துணை அமைப்பாளர்கள் - 1) ந. நாராயணதாஸ் 4/17, அம்மன் கோயில் தெரு, இனாம் ஆலங்குளம், புலியூர் குறிச்சி ஊராட்சி, நாங்குனேரி தாலுக்கா, திருநெல்வேலி - 627103. 2) சி. ஆறுமுகப்பெருமாள் மேல ஆலங்குளம், புலியூர் குறிச்சி ஊராட்சி, நாங்குனேரி தாலுக்கா, திருநெல்வேலி - 627103. 3) ரா. ஸ்டாலின் மணி 80, வன்னியன் குடியிருப்பு, தளவாய்புரம் ஊராட்சி, நாங்குனேரி தாலுக்கா, திருநெல்வேலி - 627103. 4) மா. முருகானந்தம் வாழ்வுரம், வடு கட்சி மதில் ஊராட்சி, நாங்குனேரி தாலுக்கா, திருநெல்வேலி - 627102. 5) அ. அசோக்குமார் கலுங்கடி, சூரங்குடி ஊராட்சி, நாங்குனேரி தாலுக்கா, திருநெல்வேலி - 627102. 6) பு. இன்பலிங்கம் மேல மலை, வடுகச்சிமதில் ஊராட்சி, நாங்குனேரி தாலுக்கா, திருநெல்வேலி - 627107. — [449, 1348, 857, 1563]
appointment-text: அமைப்பாளர் - நா. செல்வராஜ் 14, திருவாய்மொழி வடக்கு தெரு, ஏர்வாடி, திருநெல்வேலி மாவட்டம் - 627103. துணை அமைப்பாளர்கள் - 1) பெ. ஆனந்தராஜ் 20/பி, எல். என். எஸ். புரம் நடுத் தெரு, ஏர்வாடி, திருநெல்வேலி - 627103. 2) மு.அருள் 9/15, எல்.என். எஸ். புரம் தெற்கு தெரு, ஏர்வாடி, திருநெல்வேலி - 627103. 3) நா. இசக்கியப்பன் 43, திருவரங்கனேரி தெற்கு தெரு, ஏர்வாடி, திருநெல்வேலி - 627103. — [1309, 1003, 1718, 1109]
section-heading: சூரம்பட்டி பகுதி — [151, 1320, 293, 1342]
appointment-text: அமைப்பாளர் - சைமன் ஆசாத்புரம், மேலபத்தை, களக்காடு, திருநெல்வேலி மாவட்டம். துணை அமைப்பாளர்கள் - 1) மூ. வனையபதி கலுங்கடி, களக்காடு, திருநெல்வேலி. 2) எம். சாத்தான்குட்டி 4, வடக்கு தெரு, கீழபத்தை, களக்காடு, திருநெல்வேலி. 3) உதயகுமார் காவல் தெரு, கோவில்பத்து, களக்காடு, திருநெல்வேலி. 4) எம். முருகன் ஆதிதிராவிடர் காலனி தெரு, களக்காடு, திருநெல்வேலி. 5) எஸ். வெங்கடேசன் ஆதிதிராவிடர் காலனி தெரு, களக்காடு, திருநெல்வேலி. — [879, 1367, 1287, 1491]
